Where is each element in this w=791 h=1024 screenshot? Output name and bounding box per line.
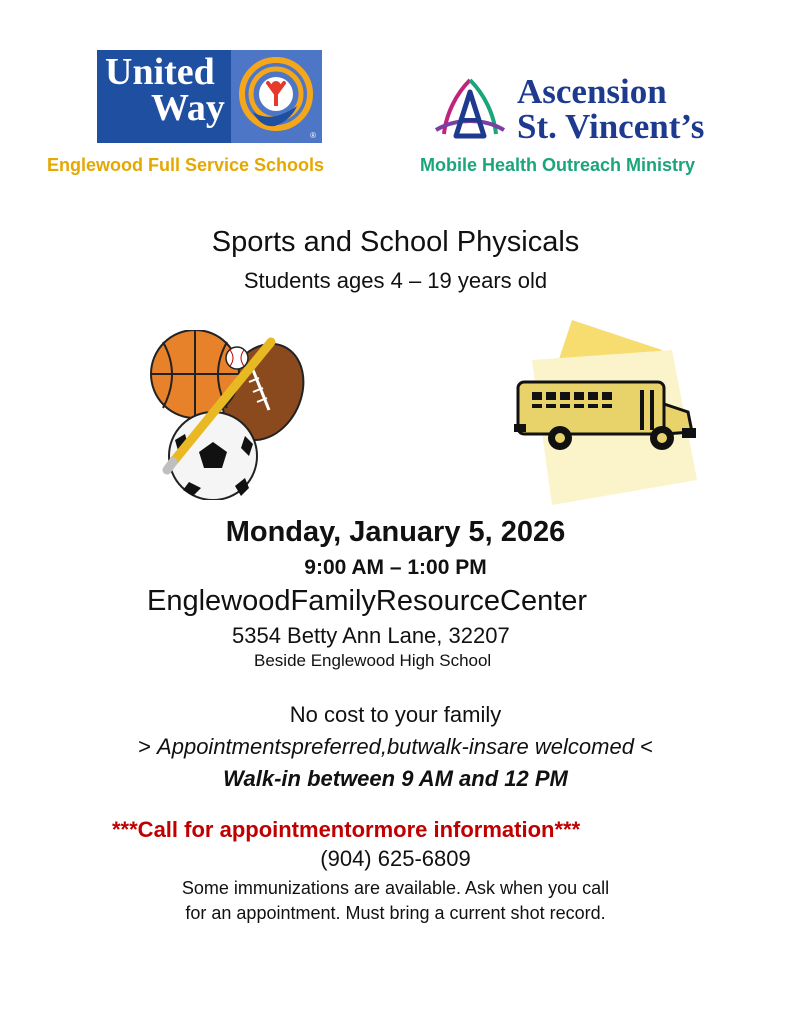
event-time: 9:00 AM – 1:00 PM [304,556,487,579]
event-venue: EnglewoodFamilyResourceCenter [147,585,588,617]
ascension-caption: Mobile Health Outreach Ministry [420,155,696,175]
united-way-line1: United [105,51,215,93]
immunization-note-line1: Some immunizations are available. Ask when you call [181,878,610,898]
ascension-line2: St. Vincent’s [517,107,705,146]
walkin-hours: Walk-in between 9 AM and 12 PM [223,766,568,791]
appointment-suffix: < [633,734,653,759]
page-title: Sports and School Physicals [211,226,580,258]
school-bus-icon [512,320,700,508]
ascension-trinity-icon [430,74,510,146]
appointment-text: Appointmentspreferred,butwalk-insare welcomed [157,734,634,759]
appointment-note [0,734,791,760]
phone-number: (904) 625-6809 [320,846,471,871]
registered-mark: ® [310,131,316,140]
sports-balls-icon [145,330,310,500]
event-landmark: Beside Englewood High School [254,651,492,670]
event-date: Monday, January 5, 2026 [225,516,566,548]
united-way-logo [97,50,322,143]
united-way-wordmark [105,51,227,129]
call-heading: ***Call for appointmentormore information*** [112,817,581,842]
ascension-line1: Ascension [517,72,667,111]
no-cost-note: No cost to your family [289,702,502,727]
event-address: 5354 Betty Ann Lane, 32207 [232,623,510,648]
united-way-emblem-panel [231,50,322,143]
immunization-note-line2: for an appointment. Must bring a current shot record. [185,903,606,923]
united-way-caption: Englewood Full Service Schools [47,155,325,175]
united-way-line2: Way [151,87,225,129]
ascension-wordmark [517,74,704,144]
united-way-hand-rainbow-icon [231,50,322,143]
appointment-prefix: > [138,734,158,759]
ascension-logo [430,74,730,149]
page-subtitle: Students ages 4 – 19 years old [243,268,548,293]
